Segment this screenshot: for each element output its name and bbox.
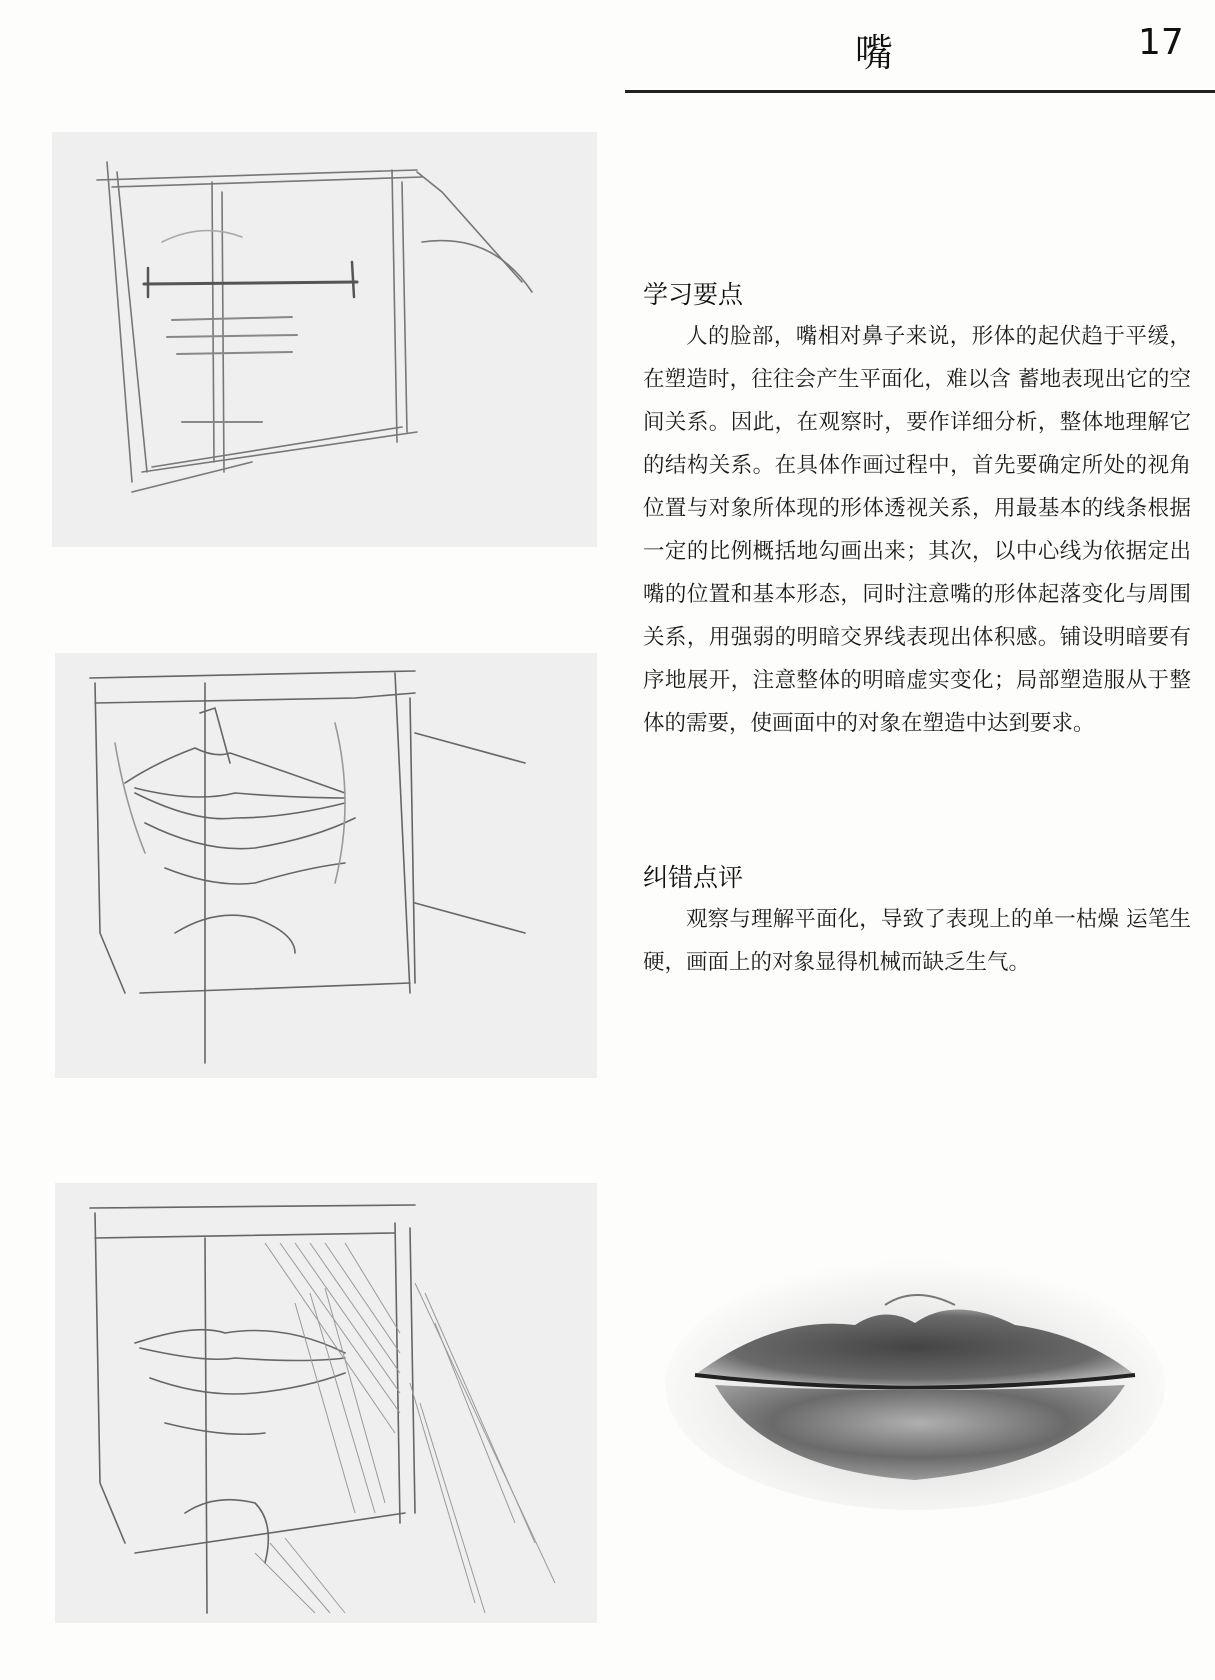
mouth-sketch-step-1 bbox=[52, 132, 597, 547]
mouth-sketch-step-2 bbox=[55, 653, 597, 1078]
mouth-sketch-step-3 bbox=[55, 1183, 597, 1623]
section-heading-correction-review: 纠错点评 bbox=[643, 863, 744, 892]
sketch-1-drawing bbox=[52, 132, 597, 547]
section-body-learning-points: 人的脸部，嘴相对鼻子来说，形体的起伏趋于平缓，在塑造时，往往会产生平面化，难以含 蓄地表现出它的空间关系。因此，在观察时，要作详细分析，整体地理解它的结构关系。在具体作画过程中，首先要确定所处的视角位置与对象所体现的形体透视关系，用最基本的线条根据一定的比例概括地勾画出来；其次，以中心线为依据定出嘴的位置和基本形态，同时注意嘴的形体起落变化与周围关系，用强弱的明暗交界线表现出体积感。铺设明暗要有序地展开，注意整体的明暗虚实变化；局部塑造服从于整体的需要，使画面中的对象在塑造中达到要求。 bbox=[643, 324, 1191, 736]
header-rule bbox=[625, 90, 1215, 93]
page-title: 嘴 bbox=[855, 31, 894, 75]
mouth-sketch-final bbox=[655, 1235, 1175, 1515]
section-heading-learning-points: 学习要点 bbox=[643, 280, 744, 309]
section-body-correction-review: 观察与理解平面化，导致了表现上的单一枯燥 运笔生硬，画面上的对象显得机械而缺乏生气。 bbox=[643, 907, 1191, 975]
sketch-2-drawing bbox=[55, 653, 597, 1078]
sketch-4-drawing bbox=[655, 1235, 1175, 1515]
page-number: 17 bbox=[1138, 22, 1184, 63]
sketch-3-drawing bbox=[55, 1183, 597, 1623]
